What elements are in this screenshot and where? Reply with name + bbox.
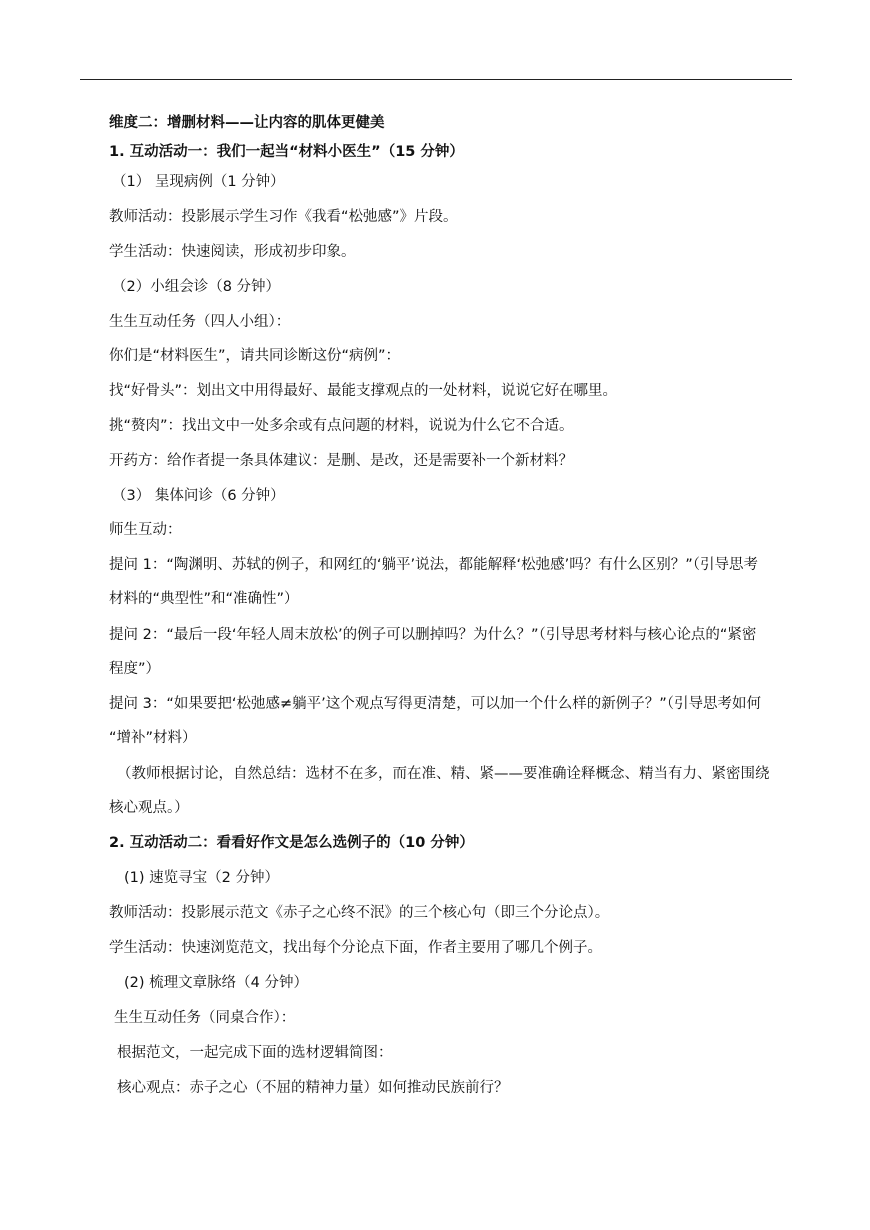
activity-one-heading: 1. 互动活动一：我们一起当“材料小医生”（15 分钟）	[109, 144, 464, 160]
paragraph: 学生活动：快速浏览范文，找出每个分论点下面，作者主要用了哪几个例子。	[109, 940, 602, 956]
paragraph: 挑“赘肉”：找出文中一处多余或有点问题的材料，说说为什么它不合适。	[109, 418, 574, 434]
teacher-summary: （教师根据讨论，自然总结：选材不在多，而在准、精、紧——要准确诠释概念、精当有力、紧密围绕	[117, 766, 770, 782]
question-2-continued: 程度”）	[109, 661, 161, 677]
step-heading: (1) 速览寻宝（2 分钟）	[124, 870, 279, 886]
paragraph: 教师活动：投影展示学生习作《我看“松弛感”》片段。	[109, 209, 458, 225]
paragraph: 找“好骨头”：划出文中用得最好、最能支撑观点的一处材料，说说它好在哪里。	[109, 383, 618, 399]
teacher-summary-continued: 核心观点。）	[109, 800, 189, 816]
step-heading: (2) 梳理文章脉络（4 分钟）	[124, 975, 308, 991]
activity-two-heading: 2. 互动活动二：看看好作文是怎么选例子的（10 分钟）	[109, 835, 474, 851]
question-3-continued: “增补”材料）	[109, 730, 197, 746]
paragraph: 教师活动：投影展示范文《赤子之心终不泯》的三个核心句（即三个分论点）。	[109, 905, 610, 921]
paragraph: 你们是“材料医生”，请共同诊断这份“病例”：	[109, 348, 401, 364]
paragraph: 师生互动：	[109, 522, 182, 538]
paragraph: 生生互动任务（同桌合作）：	[114, 1010, 296, 1026]
core-viewpoint: 核心观点：赤子之心（不屈的精神力量）如何推动民族前行？	[117, 1080, 509, 1096]
paragraph: 生生互动任务（四人小组）：	[109, 314, 291, 330]
step-heading: （2）小组会诊（8 分钟）	[112, 279, 281, 295]
paragraph: 学生活动：快速阅读，形成初步印象。	[109, 244, 356, 260]
question-3: 提问 3：“如果要把‘松弛感≠躺平’这个观点写得更清楚，可以加一个什么样的新例子？”（引导思考如何	[109, 696, 761, 712]
question-2: 提问 2：“最后一段‘年轻人周末放松’的例子可以删掉吗？为什么？”（引导思考材料与核心论点的“紧密	[109, 627, 757, 643]
step-heading: （3） 集体问诊（6 分钟）	[112, 488, 285, 504]
section-heading: 维度二：增删材料——让内容的肌体更健美	[109, 115, 385, 131]
paragraph: 开药方：给作者提一条具体建议：是删、是改，还是需要补一个新材料？	[109, 453, 573, 469]
question-1: 提问 1：“陶渊明、苏轼的例子，和网红的‘躺平’说法，都能解释‘松弛感’吗？有什么区别？”（引导思考	[109, 557, 759, 573]
step-heading: （1） 呈现病例（1 分钟）	[112, 174, 285, 190]
paragraph: 根据范文，一起完成下面的选材逻辑简图：	[117, 1045, 393, 1061]
question-1-continued: 材料的“典型性”和“准确性”）	[109, 591, 299, 607]
